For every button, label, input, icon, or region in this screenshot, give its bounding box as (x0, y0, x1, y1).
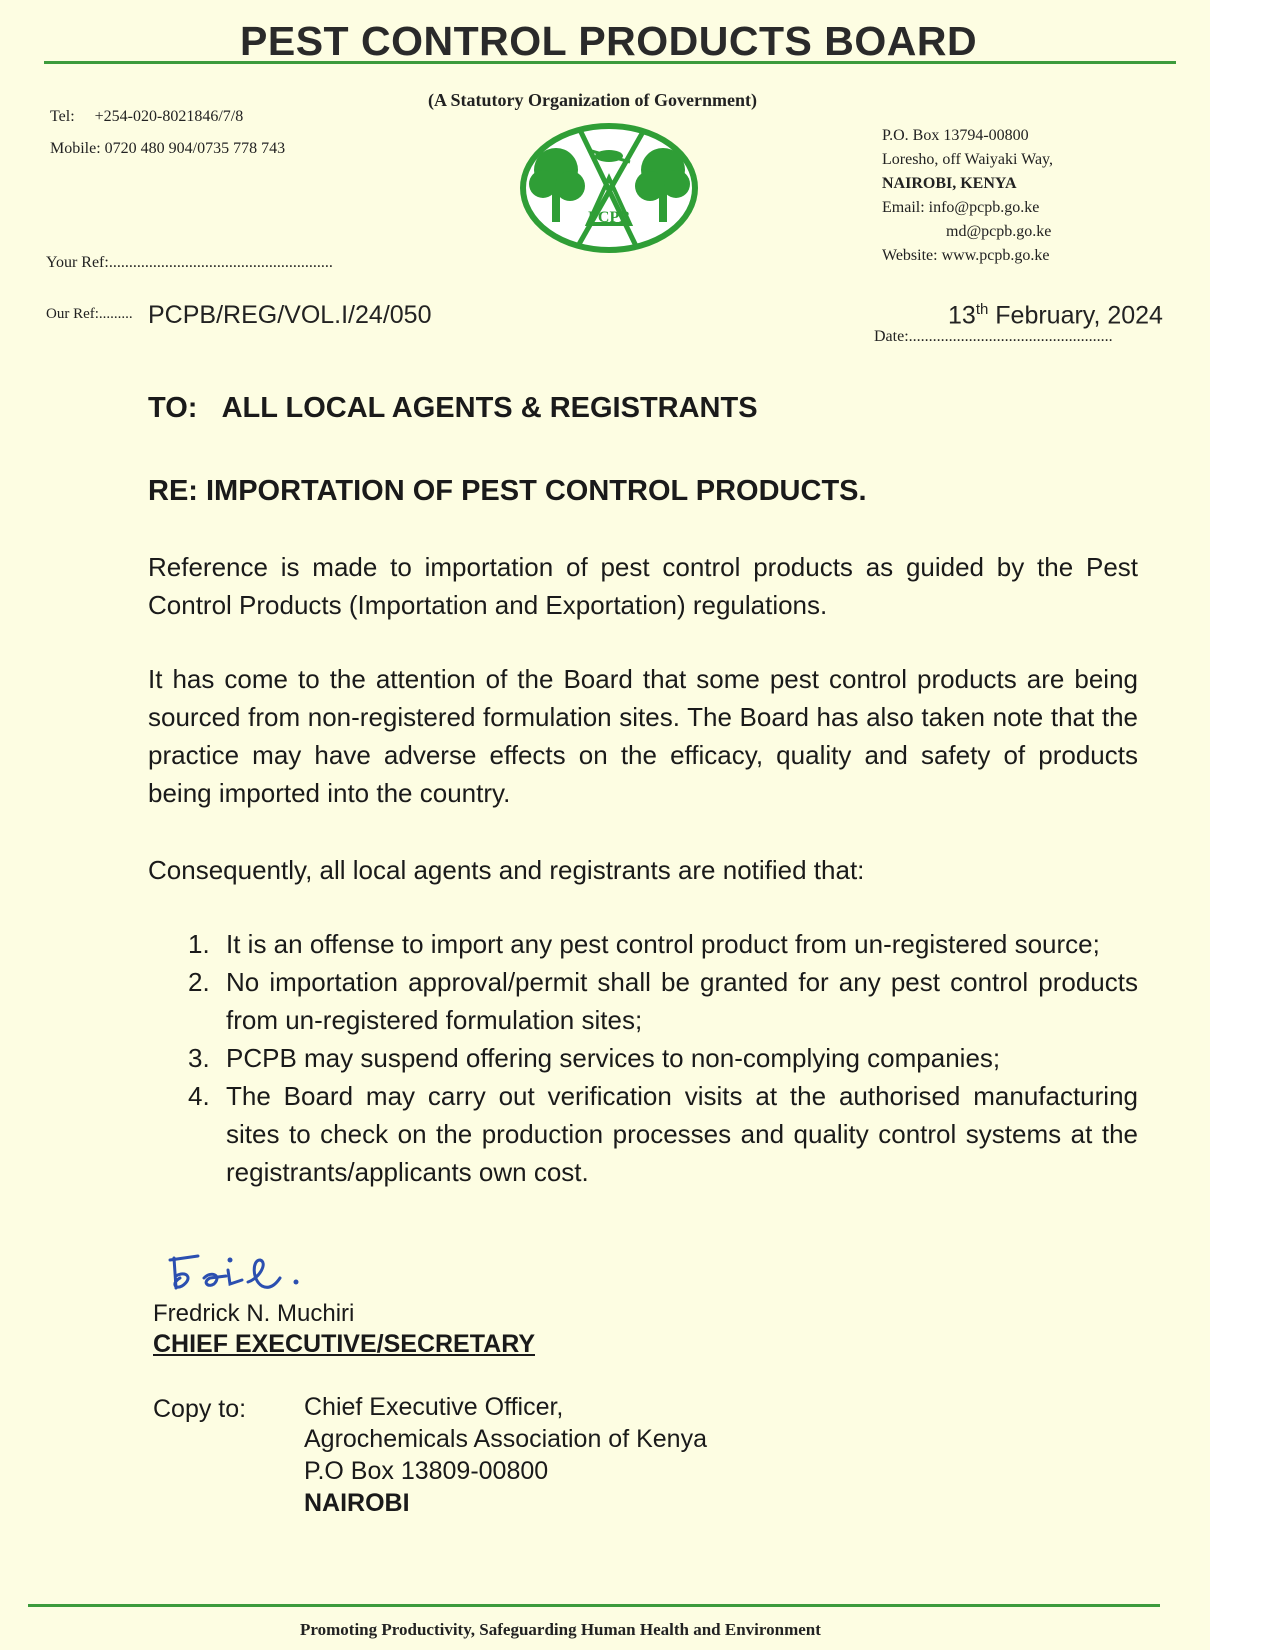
paragraph-reference: Reference is made to importation of pest control products as guided by the Pest Control Products (Importation and Exportation) regulations. (148, 552, 1138, 620)
organization-title: PEST CONTROL PRODUCTS BOARD (240, 18, 978, 64)
list-item-number: 2. (188, 967, 210, 997)
list-item-text: It is an offense to import any pest control product from un-registered source; (226, 929, 1100, 959)
copy-recipient-organization: Agrochemicals Association of Kenya (304, 1425, 707, 1453)
paragraph-attention: It has come to the attention of the Board that some pest control products are being sourced from non-registered formulation sites. The Board has also taken note that the practice may have adverse effects on the efficacy, quality and safety of products being imported into the country. (148, 664, 1138, 808)
our-ref-label: Our Ref:......... (46, 306, 133, 322)
list-item-number: 1. (188, 929, 210, 959)
address-website: Website: www.pcpb.go.ke (882, 247, 1050, 264)
handwritten-signature (164, 1248, 314, 1298)
list-item (148, 963, 1138, 1039)
date-month-year: February, 2024 (988, 301, 1163, 330)
list-item-text: The Board may carry out verification visits at the authorised manufacturing sites to check on the production processes and quality control systems at the registrants/applicants own cost. (226, 1081, 1138, 1187)
list-item (148, 925, 1138, 963)
letter-date (948, 301, 1163, 330)
notification-list (148, 925, 1138, 1191)
list-item-text: No importation approval/permit shall be granted for any pest control products from un-registered formulation sites; (226, 967, 1138, 1035)
list-item-number: 4. (188, 1081, 210, 1111)
paragraph-consequently: Consequently, all local agents and registrants are notified that: (148, 855, 865, 885)
address-email: Email: info@pcpb.go.ke (882, 199, 1040, 216)
list-item-number: 3. (188, 1043, 210, 1073)
address-email-alt: md@pcpb.go.ke (946, 223, 1052, 240)
addressee-line (148, 392, 758, 425)
footer-motto: Promoting Productivity, Safeguarding Human Health and Environment (300, 1620, 821, 1639)
pcpb-logo (518, 120, 700, 256)
signer-title: CHIEF EXECUTIVE/SECRETARY (153, 1330, 535, 1358)
date-day: 13 (948, 301, 976, 330)
footer-divider (28, 1604, 1160, 1607)
header-divider (44, 61, 1176, 64)
telephone-line: Tel: +254-020-8021846/7/8 (50, 108, 244, 125)
signer-name: Fredrick N. Muchiri (153, 1300, 355, 1327)
to-label: TO: (148, 392, 198, 424)
copy-to-label: Copy to: (153, 1395, 247, 1423)
copy-recipient-po-box: P.O Box 13809-00800 (304, 1457, 549, 1485)
your-ref-field: Your Ref:........................................................ (46, 254, 333, 271)
copy-recipient-title: Chief Executive Officer, (304, 1393, 564, 1421)
date-suffix: th (975, 301, 989, 318)
copy-recipient-city: NAIROBI (304, 1489, 410, 1517)
date-label: Date:................................................... (874, 328, 1113, 345)
list-item-text: PCPB may suspend offering services to non-complying companies; (226, 1043, 1001, 1073)
subject-line: RE: IMPORTATION OF PEST CONTROL PRODUCTS. (148, 475, 867, 507)
mobile-line: Mobile: 0720 480 904/0735 778 743 (50, 140, 286, 157)
statutory-note: (A Statutory Organization of Government) (428, 90, 757, 110)
our-ref-value: PCPB/REG/VOL.I/24/050 (148, 301, 432, 329)
list-item (148, 1039, 1138, 1077)
logo-text: PCPB (588, 209, 630, 226)
address-street: Loresho, off Waiyaki Way, (882, 151, 1054, 168)
list-item (148, 1077, 1138, 1191)
to-value: ALL LOCAL AGENTS & REGISTRANTS (221, 392, 758, 424)
address-city: NAIROBI, KENYA (882, 175, 1017, 192)
copy-to-recipient (304, 1391, 707, 1519)
address-po-box: P.O. Box 13794-00800 (882, 127, 1029, 144)
